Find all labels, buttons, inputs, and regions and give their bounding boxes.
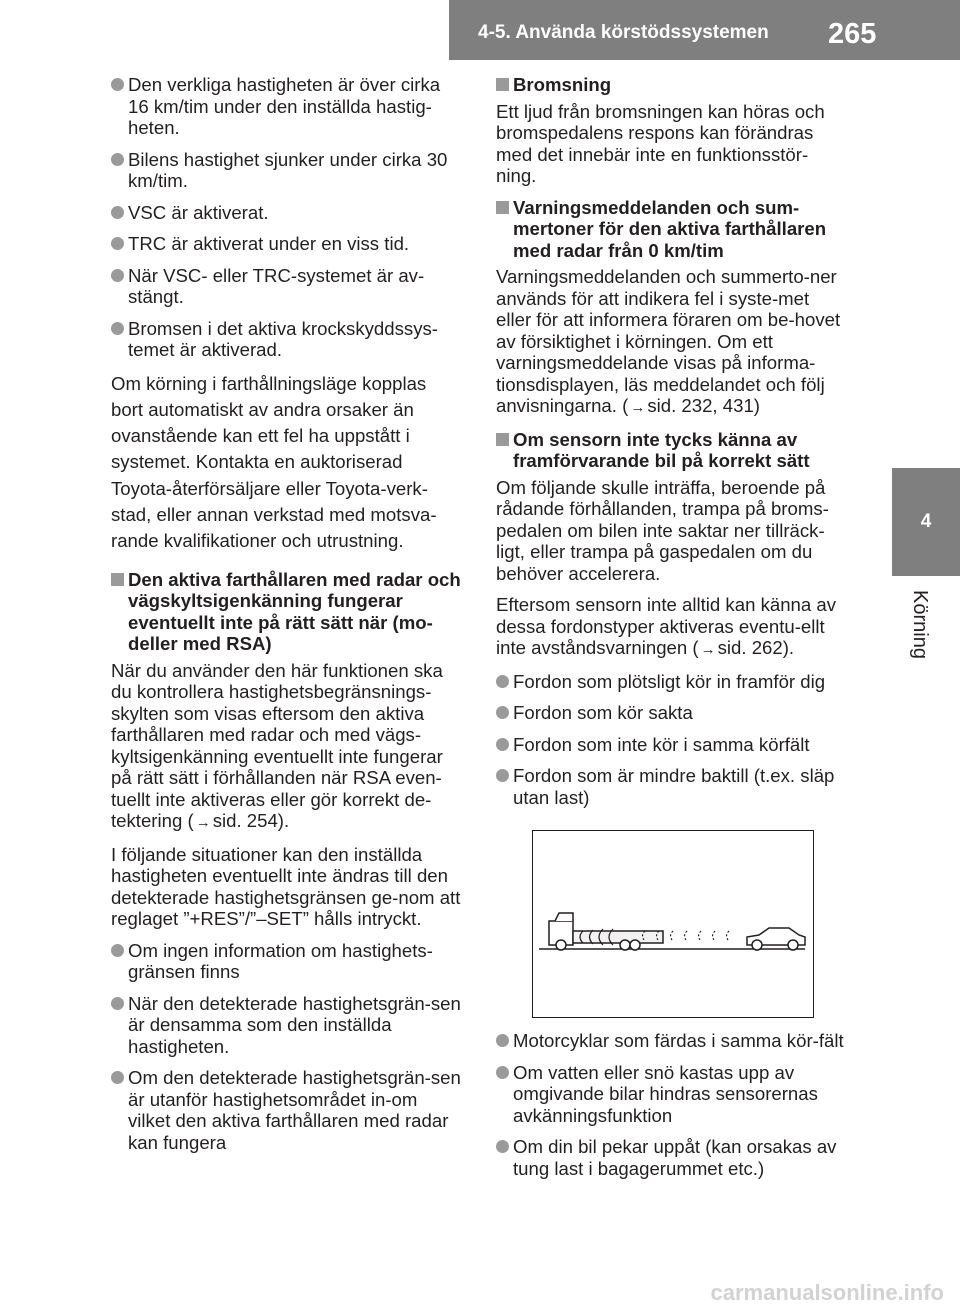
square-heading-icon [496, 78, 509, 91]
arrow-right-icon: → [630, 399, 646, 416]
watermark: carmanualsonline.info [710, 1280, 944, 1305]
list-item: När VSC- eller TRC-systemet är av-stängt. [111, 265, 463, 308]
list-item: VSC är aktiverat. [111, 202, 463, 224]
chapter-tab [892, 468, 960, 576]
list-item: Fordon som kör sakta [496, 702, 848, 724]
arrow-right-icon: → [195, 814, 211, 832]
circle-bullet-icon [496, 675, 509, 688]
list-item: TRC är aktiverat under en viss tid. [111, 233, 463, 255]
arrow-right-icon: → [700, 641, 716, 658]
list-item: Motorcyklar som färdas i samma kör-fält [496, 1030, 848, 1052]
illustration-trailer-detection [532, 830, 814, 1018]
circle-bullet-icon [496, 1140, 509, 1153]
list-item: Fordon som inte kör i samma körfält [496, 734, 848, 756]
paragraph: Om följande skulle inträffa, beroende på rådande förhållanden, trampa på broms-pedalen om bilen inte saktar ner tillräck-ligt, eller trampa på gaspedalen om du behöver accelerera. [496, 476, 829, 584]
section-heading: Om sensorn inte tycks känna av framförvarande bil på korrekt sätt [496, 429, 848, 472]
list-item: Om ingen information om hastighets-gränsen finns [111, 940, 463, 983]
circle-bullet-icon [111, 322, 124, 335]
circle-bullet-icon [111, 206, 124, 219]
section-heading: Bromsning [496, 74, 848, 96]
list-item: Om vatten eller snö kastas upp av omgivande bilar hindras sensorernas avkänningsfunktion [496, 1062, 848, 1127]
circle-bullet-icon [111, 997, 124, 1010]
left-column [111, 74, 463, 1163]
list-item: Bilens hastighet sjunker under cirka 30 km/tim. [111, 149, 463, 192]
paragraph: Ett ljud från bromsningen kan höras och bromspedalens respons kan förändras med det innebär inte en funktionsstör-ning. [496, 100, 825, 186]
list-item: Fordon som är mindre baktill (t.ex. släp utan last) [496, 765, 848, 808]
right-column [496, 74, 848, 1189]
circle-bullet-icon [111, 1071, 124, 1084]
list-item: Om den detekterade hastighetsgrän-sen är utanför hastighetsområdet in-om vilket den aktiva farthållaren med radar kan fungera [111, 1067, 463, 1153]
circle-bullet-icon [496, 738, 509, 751]
circle-bullet-icon [111, 78, 124, 91]
list-item: När den detekterade hastighetsgrän-sen är densamma som den inställda hastigheten. [111, 993, 463, 1058]
paragraph: Varningsmeddelanden och summerto-ner används för att indikera fel i syste-met eller för att informera föraren om be-hovet av försiktighet i körningen. Om ett varningsmeddelande visas på informa-tionsdisplayen, läs meddelandet och följ anvisningarna. ( → sid. 232, 431) [496, 266, 848, 419]
circle-bullet-icon [111, 153, 124, 166]
list-item: Den verkliga hastigheten är över cirka 16 km/tim under den inställda hastig-heten. [111, 74, 463, 139]
circle-bullet-icon [111, 237, 124, 250]
list-item: Bromsen i det aktiva krockskyddssys-temet är aktiverad. [111, 318, 463, 361]
square-heading-icon [496, 433, 509, 446]
square-heading-icon [111, 573, 124, 586]
section-heading: Varningsmeddelanden och sum-mertoner för den aktiva farthållaren med radar från 0 km/tim [496, 197, 848, 262]
circle-bullet-icon [496, 769, 509, 782]
circle-bullet-icon [111, 269, 124, 282]
chapter-number: 4 [920, 511, 932, 532]
circle-bullet-icon [496, 1034, 509, 1047]
paragraph: Om körning i farthållningsläge kopplas bort automatiskt av andra orsaker än ovanstående kan ett fel ha uppstått i systemet. Kontakta en auktoriserad Toyota-återförsäljare eller Toyota-verk-stad, eller annan verkstad med motsva-rande kvalifikationer och utrustning. [111, 372, 437, 552]
list-item: Fordon som plötsligt kör in framför dig [496, 671, 848, 693]
chapter-label: Körning [909, 590, 931, 659]
page-number: 265 [828, 18, 877, 50]
circle-bullet-icon [496, 1066, 509, 1079]
paragraph: Eftersom sensorn inte alltid kan känna av dessa fordonstyper aktiveras eventu-ellt inte avståndsvarningen ( → sid. 262). [496, 594, 848, 661]
circle-bullet-icon [111, 944, 124, 957]
square-heading-icon [496, 201, 509, 214]
circle-bullet-icon [496, 706, 509, 719]
section-title: 4-5. Använda körstödssystemen [478, 22, 769, 43]
list-item: Om din bil pekar uppåt (kan orsakas av tung last i bagagerummet etc.) [496, 1136, 848, 1179]
truck-icon [549, 913, 663, 950]
paragraph: När du använder den här funktionen ska du kontrollera hastighetsbegränsnings-skylten som visas eftersom den aktiva farthållaren med radar och med vägs-kyltsigenkänning eventuellt inte fungerar på rätt sätt i förhållanden när RSA even-tuellt inte aktiveras eller gör korrekt de-tektering ( → sid. 254). [111, 660, 463, 834]
paragraph: I följande situationer kan den inställda hastigheten eventuellt inte ändras till den detekterade hastighetsgränsen ge-nom att reglaget ”+RES”/”–SET” hålls intryckt. [111, 843, 461, 930]
car-icon [747, 928, 805, 950]
section-heading: Den aktiva farthållaren med radar och vägskyltsigenkänning fungerar eventuellt inte på rätt sätt när (mo-deller med RSA) [111, 569, 463, 655]
truck-trailer-car-illustration [533, 831, 813, 1017]
